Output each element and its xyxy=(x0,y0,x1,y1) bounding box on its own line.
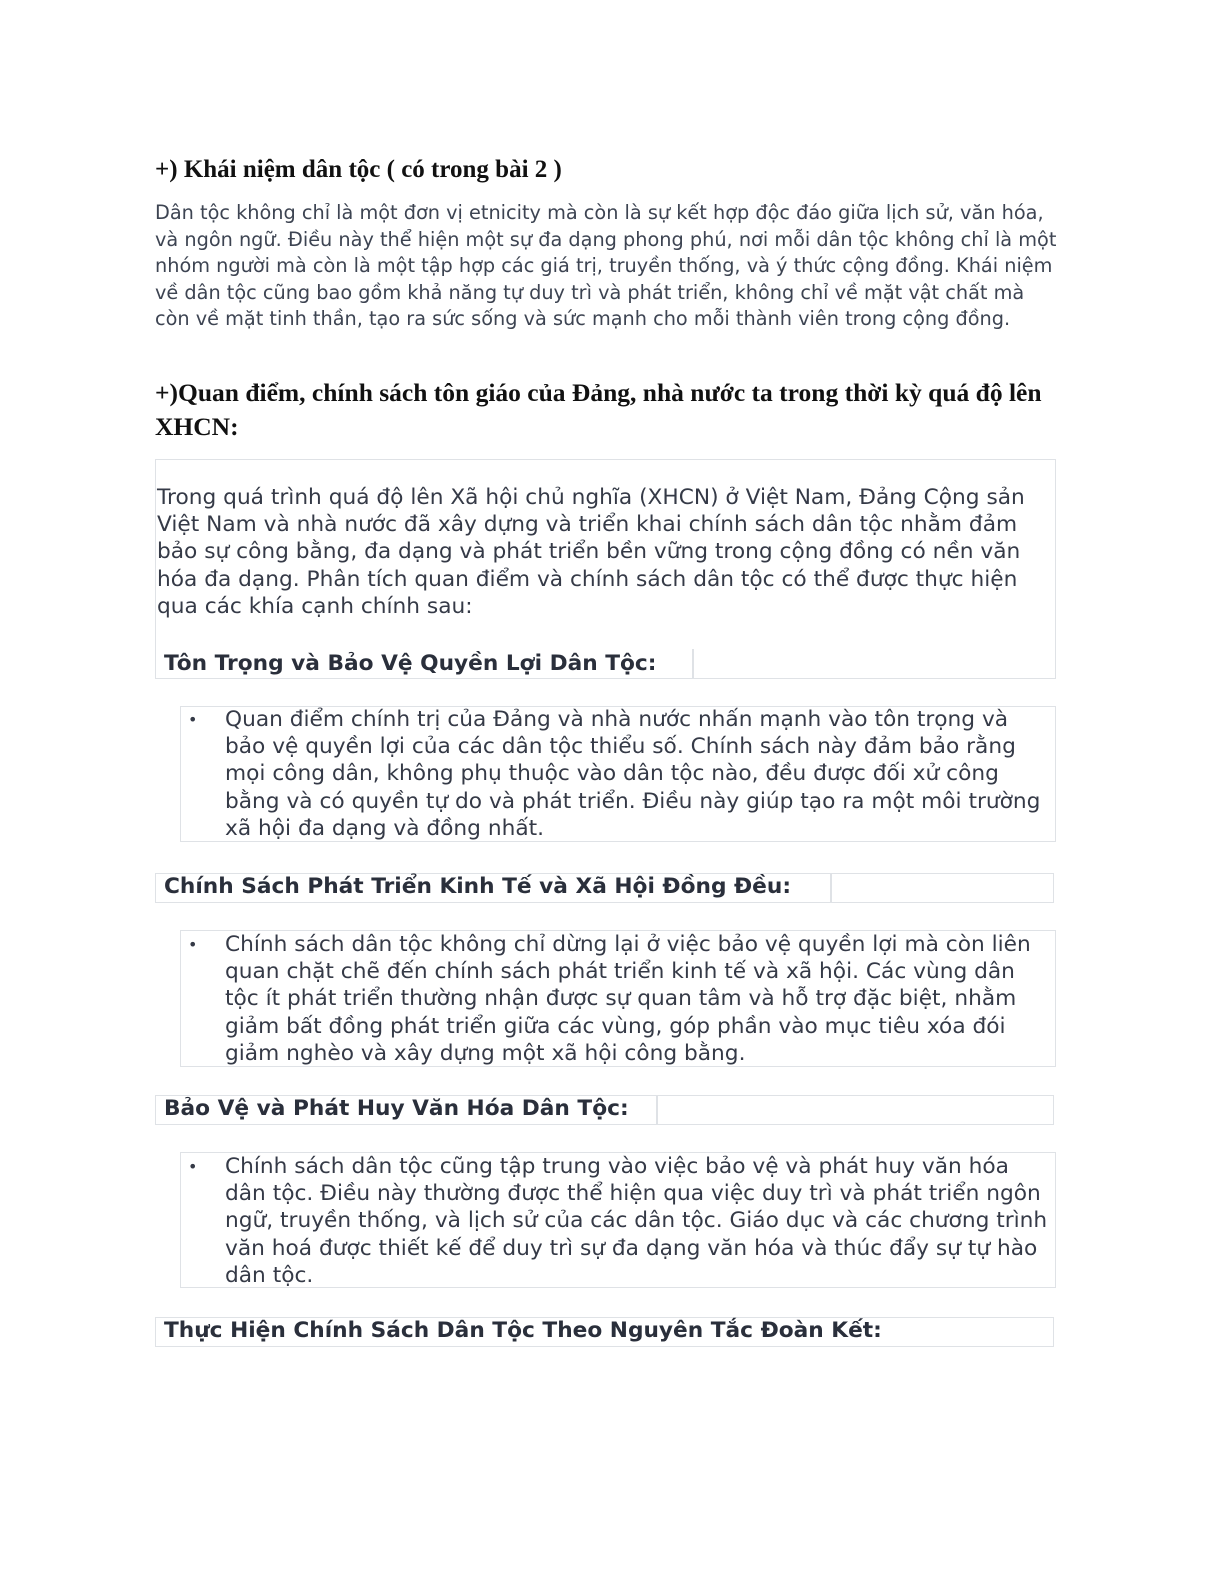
bullet-text-respect: Quan điểm chính trị của Đảng và nhà nước nhấn mạnh vào tôn trọng và bảo vệ quyền lợi của các dân tộc thiểu số. Chính sách này đảm bảo rằng mọi công dân, không phụ thuộc vào dân tộc nào, đều được đối xử công bằng và có quyền tự do và phát triển. Điều này giúp tạo ra một môi trường xã hội đa dạng và đồng nhất. xyxy=(225,707,1041,841)
section-divider xyxy=(656,1095,658,1125)
section-divider xyxy=(692,649,694,678)
heading-policy: +)Quan điểm, chính sách tôn giáo của Đảng, nhà nước ta trong thời kỳ quá độ lên XHCN: xyxy=(155,378,1042,441)
bullet-marker: • xyxy=(188,935,198,954)
section-title-economy: Chính Sách Phát Triển Kinh Tế và Xã Hội Đồng Đều: xyxy=(164,874,792,899)
bullet-text-economy: Chính sách dân tộc không chỉ dừng lại ở việc bảo vệ quyền lợi mà còn liên quan chặt chẽ đến chính sách phát triển kinh tế và xã hội. Các vùng dân tộc ít phát triển thường nhận được sự quan tâm và hỗ trợ đặc biệt, nhằm giảm bất đồng phát triển giữa các vùng, góp phần vào mục tiêu xóa đói giảm nghèo và xây dựng một xã hội công bằng. xyxy=(225,932,1031,1066)
heading-ethnic-concept: +) Khái niệm dân tộc ( có trong bài 2 ) xyxy=(155,156,562,183)
main-paragraph: Trong quá trình quá độ lên Xã hội chủ nghĩa (XHCN) ở Việt Nam, Đảng Cộng sản Việt Nam và nhà nước đã xây dựng và triển khai chính sách dân tộc nhằm đảm bảo sự công bằng, đa dạng và phát triển bền vững trong cộng đồng có nền văn hóa đa dạng. Phân tích quan điểm và chính sách dân tộc có thể được thực hiện qua các khía cạnh chính sau: xyxy=(157,485,1025,619)
section-title-solidarity: Thực Hiện Chính Sách Dân Tộc Theo Nguyên Tắc Đoàn Kết: xyxy=(164,1318,882,1343)
section-title-culture: Bảo Vệ và Phát Huy Văn Hóa Dân Tộc: xyxy=(164,1096,629,1121)
bullet-marker: • xyxy=(188,710,198,729)
bullet-marker: • xyxy=(188,1157,198,1176)
section-title-respect: Tôn Trọng và Bảo Vệ Quyền Lợi Dân Tộc: xyxy=(164,651,657,676)
bullet-text-culture: Chính sách dân tộc cũng tập trung vào việc bảo vệ và phát huy văn hóa dân tộc. Điều này thường được thể hiện qua việc duy trì và phát triển ngôn ngữ, truyền thống, và lịch sử của các dân tộc. Giáo dục và các chương trình văn hoá được thiết kế để duy trì sự đa dạng văn hóa và thúc đẩy sự tự hào dân tộc. xyxy=(225,1154,1048,1288)
intro-paragraph: Dân tộc không chỉ là một đơn vị etnicity mà còn là sự kết hợp độc đáo giữa lịch sử, văn hóa, và ngôn ngữ. Điều này thể hiện một sự đa dạng phong phú, nơi mỗi dân tộc không chỉ là một nhóm người mà còn là một tập hợp các giá trị, truyền thống, và ý thức cộng đồng. Khái niệm về dân tộc cũng bao gồm khả năng tự duy trì và phát triển, không chỉ về mặt vật chất mà còn về mặt tinh thần, tạo ra sức sống và sức mạnh cho mỗi thành viên trong cộng đồng. xyxy=(155,201,1057,331)
section-divider xyxy=(830,873,832,903)
